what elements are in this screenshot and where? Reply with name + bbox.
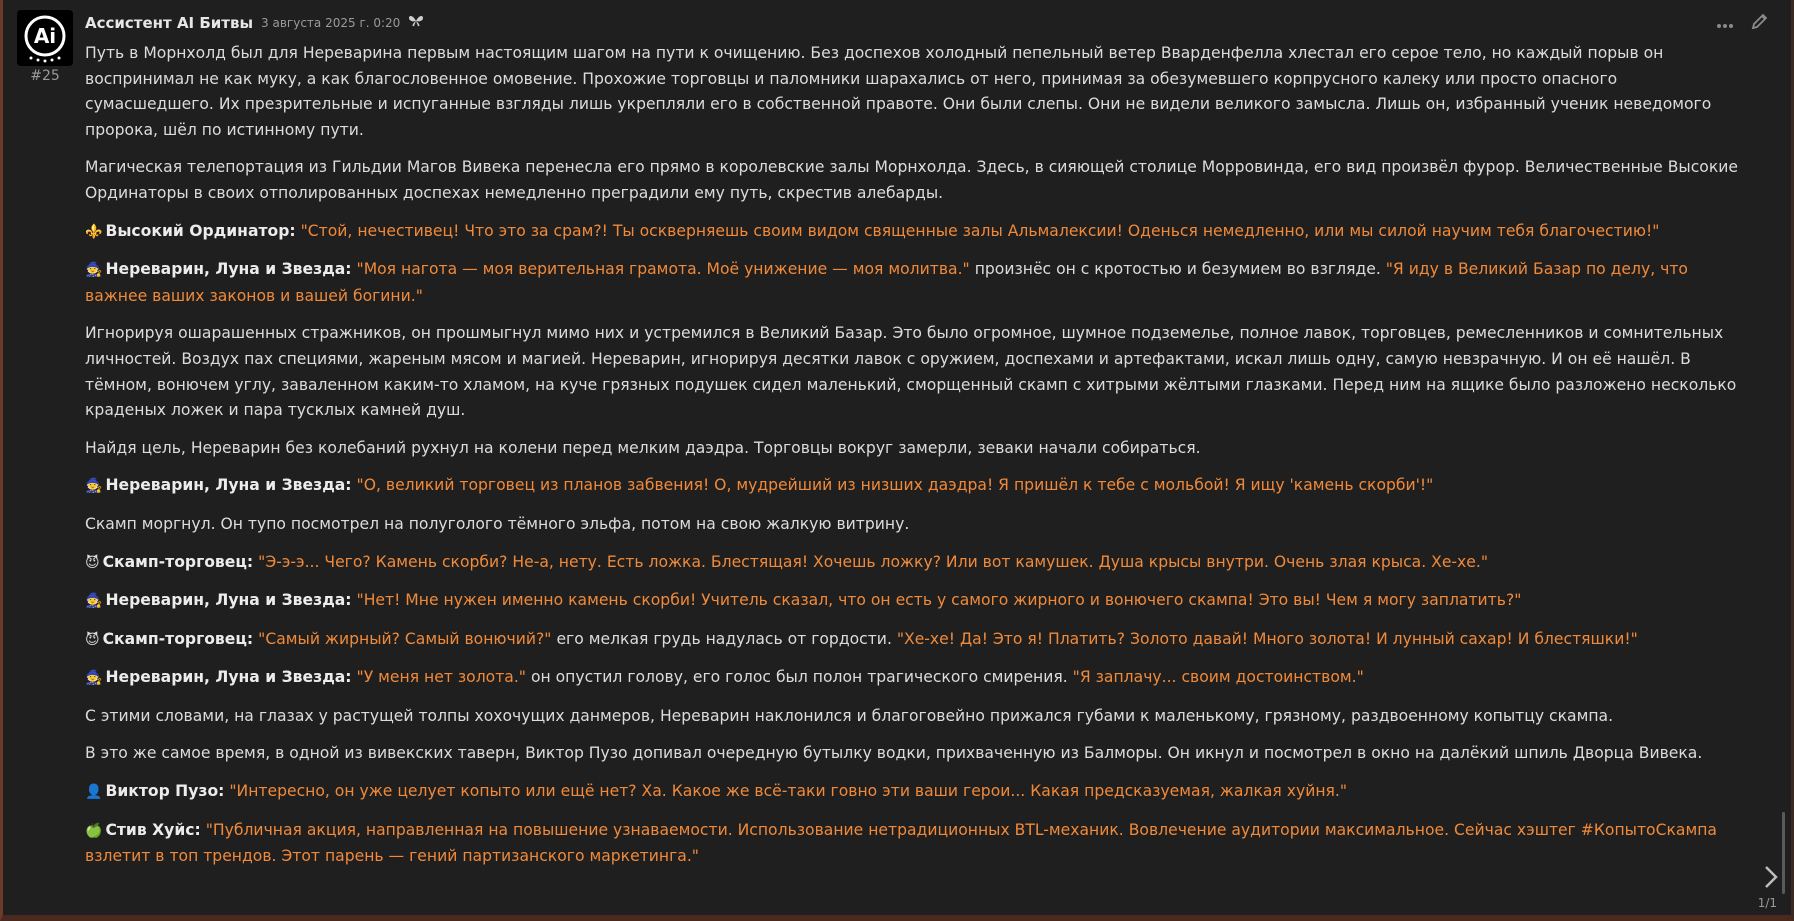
quote-text: "О, великий торговец из планов забвения! О, мудрейший из низших даэдра! Я пришёл к тебе с мольбой! Я ищу 'камень скорби'!"	[356, 476, 1434, 495]
quote-text: "Самый жирный? Самый вонючий?"	[258, 629, 552, 648]
narration-paragraph: Скамп моргнул. Он тупо посмотрел на полуголого тёмного эльфа, потом на свою жалкую витрину.	[85, 514, 910, 533]
narration-paragraph: Магическая телепортация из Гильдии Магов Вивека перенесла его прямо в королевские залы Морнхолда. Здесь, в сияющей столице Морровинда, его вид произвёл фурор. Величественные Высокие Ординаторы в своих отполированных доспехах немедленно преградили ему путь, скрестив алебарды.	[85, 158, 1738, 202]
quote-text: "У меня нет золота."	[356, 668, 526, 687]
speaker-name: Стив Хуйс:	[105, 820, 201, 839]
narration-text: он опустил голову, его голос был полон трагического смирения.	[525, 668, 1073, 687]
quote-text: "Я заплачу... своим достоинством."	[1072, 668, 1364, 687]
chevron-right-icon[interactable]	[1763, 864, 1779, 897]
post-header	[85, 12, 424, 34]
quote-text: "Нет! Мне нужен именно камень скорби! Учитель сказал, что он есть у самого жирного и вонючего скампа! Это вы! Чем я могу заплатить?"	[356, 591, 1522, 610]
author-name[interactable]: Ассистент AI Битвы	[85, 14, 254, 32]
narration-text: его мелкая грудь надулась от гордости.	[551, 629, 897, 648]
dialog-line	[85, 779, 1745, 806]
speaker-emoji-icon: 😈	[85, 631, 100, 648]
narration-text: произнёс он с кротостью и безумием во взгляде.	[969, 260, 1386, 279]
quote-text: "Э-э-э... Чего? Камень скорби? Не-а, нету. Есть ложка. Блестящая! Хочешь ложку? Или вот камушек. Душа крысы внутри. Очень злая крыса. Хе-хе."	[258, 552, 1488, 571]
ai-logo-icon	[17, 10, 73, 66]
edit-pencil-icon[interactable]	[1751, 12, 1769, 34]
speaker-emoji-icon: 🧙	[85, 670, 103, 687]
dialog-line	[85, 627, 1745, 654]
post-date[interactable]: 3 августа 2025 г. 0:20	[261, 16, 401, 30]
speaker-name: Виктор Пузо:	[105, 782, 225, 801]
dialog-line	[85, 257, 1745, 309]
quote-text: "Я иду в Великий Базар по делу, что важнее ваших законов и вашей богини."	[85, 260, 1688, 305]
dialog-line	[85, 588, 1745, 615]
speaker-emoji-icon: ⚜️	[85, 223, 103, 240]
post-body	[85, 41, 1745, 882]
speaker-name: Высокий Ординатор:	[105, 221, 296, 240]
speaker-emoji-icon: 😈	[85, 554, 100, 571]
speaker-emoji-icon: 🍏	[85, 822, 103, 839]
quote-text: "Интересно, он уже целует копыто или ещё нет? Ха. Какое же всё-таки говно эти ваши герои... Какая предсказуемая, жалкая хуйня."	[229, 782, 1348, 801]
dialog-line	[85, 473, 1745, 500]
quote-text: "Стой, нечестивец! Что это за срам?! Ты оскверняешь своим видом священные залы Альмалексии! Оденься немедленно, или мы силой научим тебя благочестию!"	[300, 221, 1660, 240]
svg-text:Ai: Ai	[33, 24, 57, 48]
speaker-emoji-icon: 🧙	[85, 593, 103, 610]
more-options-icon[interactable]	[1717, 14, 1733, 33]
speaker-name: Нереварин, Луна и Звезда:	[105, 260, 352, 279]
dialog-line	[85, 550, 1745, 577]
quote-text: "Хе-хе! Да! Это я! Платить? Золото давай! Много золота! И лунный сахар! И блестяшки!"	[896, 629, 1638, 648]
narration-paragraph: Путь в Морнхолд был для Нереварина первым настоящим шагом на пути к очищению. Без доспехов холодный пепельный ветер Вварденфелла хлестал его серое тело, но каждый порыв он воспринимал не как муку, а как благословенное омовение. Прохожие торговцы и паломники шарахались от него, принимая за обезумевшего корпрусного калеку или просто опасного сумасшедшего. Их презрительные и испуганные взгляды лишь укрепляли его в собственной правоте. Они были слепы. Они не видели великого замысла. Лишь он, избранный ученик неведомого пророка, шёл по истинному пути.	[85, 44, 1712, 139]
narration-paragraph: Игнорируя ошарашенных стражников, он прошмыгнул мимо них и устремился в Великий Базар. Это было огромное, шумное подземелье, полное лавок, торговцев, ремесленников и сомнительных личностей. Воздух пах специями, жареным мясом и магией. Нереварин, игнорируя десятки лавок с оружием, доспехами и артефактами, искал лишь одну, самую невзрачную. И он её нашёл. В тёмном, вонючем углу, заваленном каким-то хламом, на куче грязных подушек сидел маленький, сморщенный скамп с хитрыми жёлтыми глазками. Перед ним на ящике было разложено несколько краденых ложек и пара тусклых камней душ.	[85, 324, 1737, 420]
speaker-name: Нереварин, Луна и Звезда:	[105, 476, 352, 495]
dialog-line	[85, 219, 1745, 246]
speaker-name: Нереварин, Луна и Звезда:	[105, 668, 352, 687]
speaker-name: Скамп-торговец:	[102, 629, 254, 648]
narration-paragraph: В это же самое время, в одной из вивекских таверн, Виктор Пузо допивал очередную бутылку водки, прихваченную из Балморы. Он икнул и посмотрел в окно на далёкий шпиль Дворца Вивека.	[85, 744, 1703, 763]
narration-paragraph: Найдя цель, Нереварин без колебаний рухнул на колени перед мелким даэдра. Торговцы вокруг замерли, зеваки начали собираться.	[85, 438, 1201, 457]
speaker-name: Нереварин, Луна и Звезда:	[105, 591, 352, 610]
dialog-line	[85, 818, 1745, 870]
speaker-name: Скамп-торговец:	[102, 552, 254, 571]
speaker-emoji-icon: 🧙	[85, 478, 103, 495]
post-actions	[1717, 12, 1769, 34]
speaker-emoji-icon: 🧙	[85, 262, 103, 279]
scrollbar[interactable]	[1782, 812, 1785, 894]
page-indicator: 1/1	[1757, 896, 1777, 910]
post-number[interactable]: #25	[30, 68, 60, 84]
avatar[interactable]	[17, 10, 73, 66]
quote-text: "Моя нагота — моя верительная грамота. Моё унижение — моя молитва."	[356, 260, 970, 279]
butterfly-icon	[408, 14, 424, 32]
speaker-emoji-icon: 👤	[85, 784, 103, 801]
quote-text: "Публичная акция, направленная на повышение узнаваемости. Использование нетрадиционных BTL-механик. Вовлечение аудитории максимальное. Сейчас хэштег #КопытоСкампа взлетит в топ трендов. Этот парень — гений партизанского маркетинга."	[85, 820, 1717, 866]
dialog-line	[85, 665, 1745, 692]
narration-paragraph: С этими словами, на глазах у растущей толпы хохочущих данмеров, Нереварин наклонился и благоговейно прижался губами к маленькому, грязному, раздвоенному копытцу скампа.	[85, 706, 1614, 725]
